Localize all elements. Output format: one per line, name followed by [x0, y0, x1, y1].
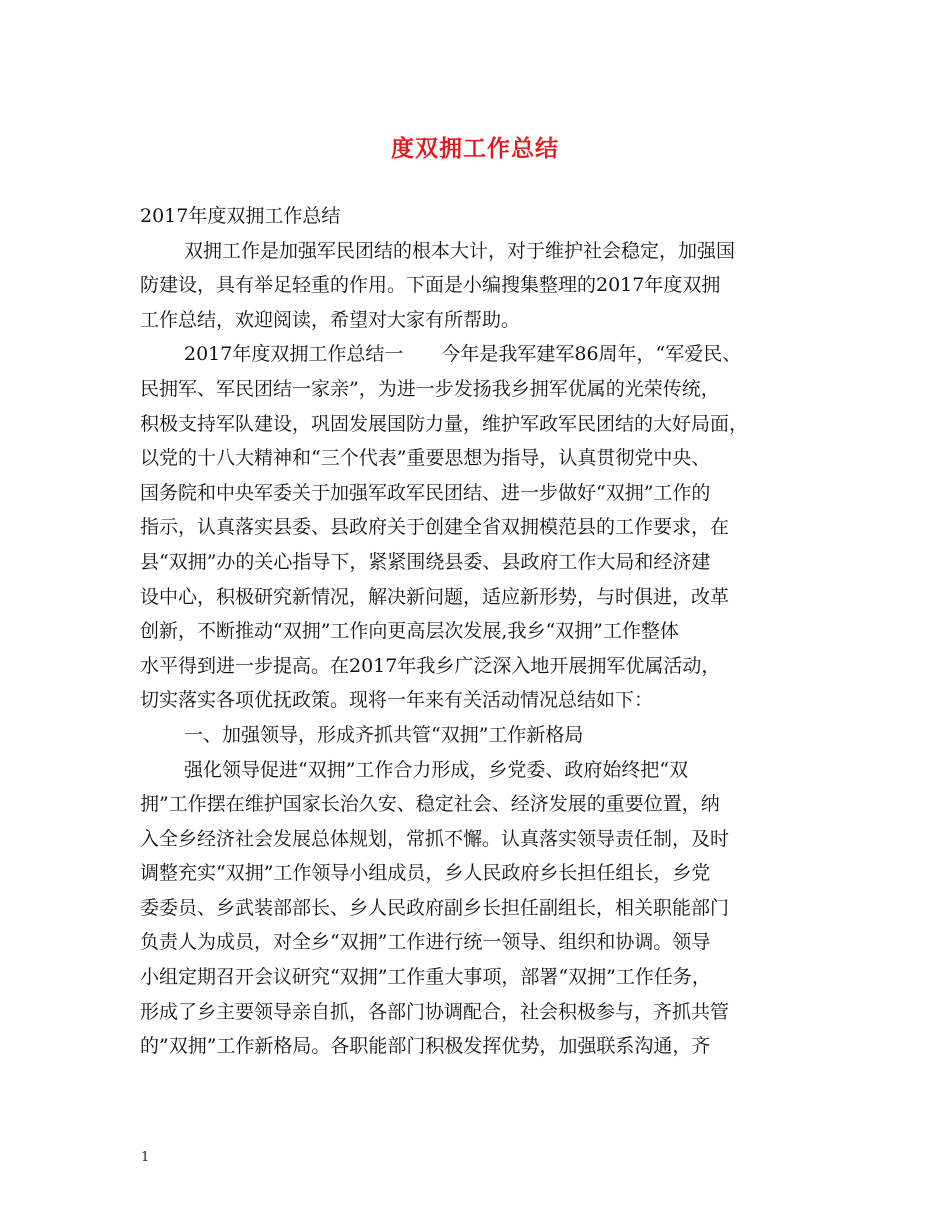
body-line: 设中心，积极研究新情况，解决新问题，适应新形势，与时俱进，改革	[140, 585, 730, 608]
body-line: 的”双拥”工作新格局。各职能部门积极发挥优势，加强联系沟通，齐	[140, 1035, 711, 1058]
body-line: 指示，认真落实县委、县政府关于创建全省双拥模范县的工作要求，在	[140, 516, 730, 539]
body-line: 防建设，具有举足轻重的作用。下面是小编搜集整理的2017年度双拥	[140, 274, 721, 297]
body-line: 切实落实各项优抚政策。现将一年来有关活动情况总结如下：	[140, 689, 654, 712]
body-line: 双拥工作是加强军民团结的根本大计，对于维护社会稳定，加强国	[184, 239, 736, 262]
body-line: 2017年度双拥工作总结一 今年是我军建军86周年，“军爱民、	[184, 343, 742, 366]
body-line: 水平得到进一步提高。在2017年我乡广泛深入地开展拥军优属活动，	[140, 654, 721, 677]
body-line: 负责人为成员，对全乡“双拥”工作进行统一领导、组织和协调。领导	[140, 931, 711, 954]
page-number: 1	[141, 1150, 150, 1165]
body-line: 2017年度双拥工作总结	[140, 205, 341, 227]
body-line: 民拥军、军民团结一家亲”，为进一步发扬我乡拥军优属的光荣传统，	[140, 377, 720, 400]
body-line: 小组定期召开会议研究“双拥”工作重大事项，部署“双拥”工作任务，	[140, 966, 711, 989]
body-line: 以党的十八大精神和“三个代表”重要思想为指导，认真贯彻党中央、	[140, 447, 711, 470]
body-line: 形成了乡主要领导亲自抓，各部门协调配合，社会积极参与，齐抓共管	[140, 1000, 730, 1023]
body-line: 创新，不断推动“双拥”工作向更高层次发展,我乡“双拥”工作整体	[140, 620, 679, 643]
document-title: 度双拥工作总结	[391, 135, 559, 162]
body-line: 积极支持军队建设，巩固发展国防力量，维护军政军民团结的大好局面，	[140, 412, 749, 435]
body-line: 一、加强领导，形成齐抓共管“双拥”工作新格局	[184, 723, 584, 746]
body-line: 工作总结，欢迎阅读，希望对大家有所帮助。	[140, 308, 521, 331]
body-line: 拥”工作摆在维护国家长治久安、稳定社会、经济发展的重要位置，纳	[140, 793, 720, 816]
body-line: 国务院和中央军委关于加强军政军民团结、进一步做好“双拥”工作的	[140, 481, 711, 504]
body-line: 县“双拥”办的关心指导下，紧紧围绕县委、县政府工作大局和经济建	[140, 550, 711, 573]
document-body	[140, 199, 830, 1064]
body-line: 强化领导促进“双拥”工作合力形成，乡党委、政府始终把“双	[184, 758, 689, 781]
body-line: 委委员、乡武装部部长、乡人民政府副乡长担任副组长，相关职能部门	[140, 896, 730, 919]
body-line: 调整充实“双拥”工作领导小组成员，乡人民政府乡长担任组长，乡党	[140, 862, 711, 885]
body-line: 入全乡经济社会发展总体规划，常抓不懈。认真落实领导责任制，及时	[140, 827, 730, 850]
